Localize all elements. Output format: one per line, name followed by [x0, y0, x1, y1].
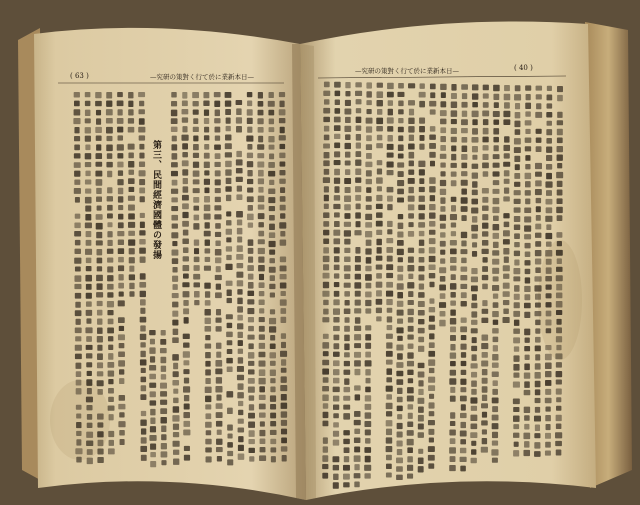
section-heading: 第三、民間經濟國體の發揚	[151, 140, 161, 260]
left-page-number: ( 63 )	[70, 72, 89, 80]
left-running-header: —究研の策對く行て於に業新本日—	[150, 73, 254, 81]
right-running-header: —究研の策對く行て於に業新本日—	[355, 67, 459, 75]
right-page-number: ( 40 )	[514, 64, 533, 72]
